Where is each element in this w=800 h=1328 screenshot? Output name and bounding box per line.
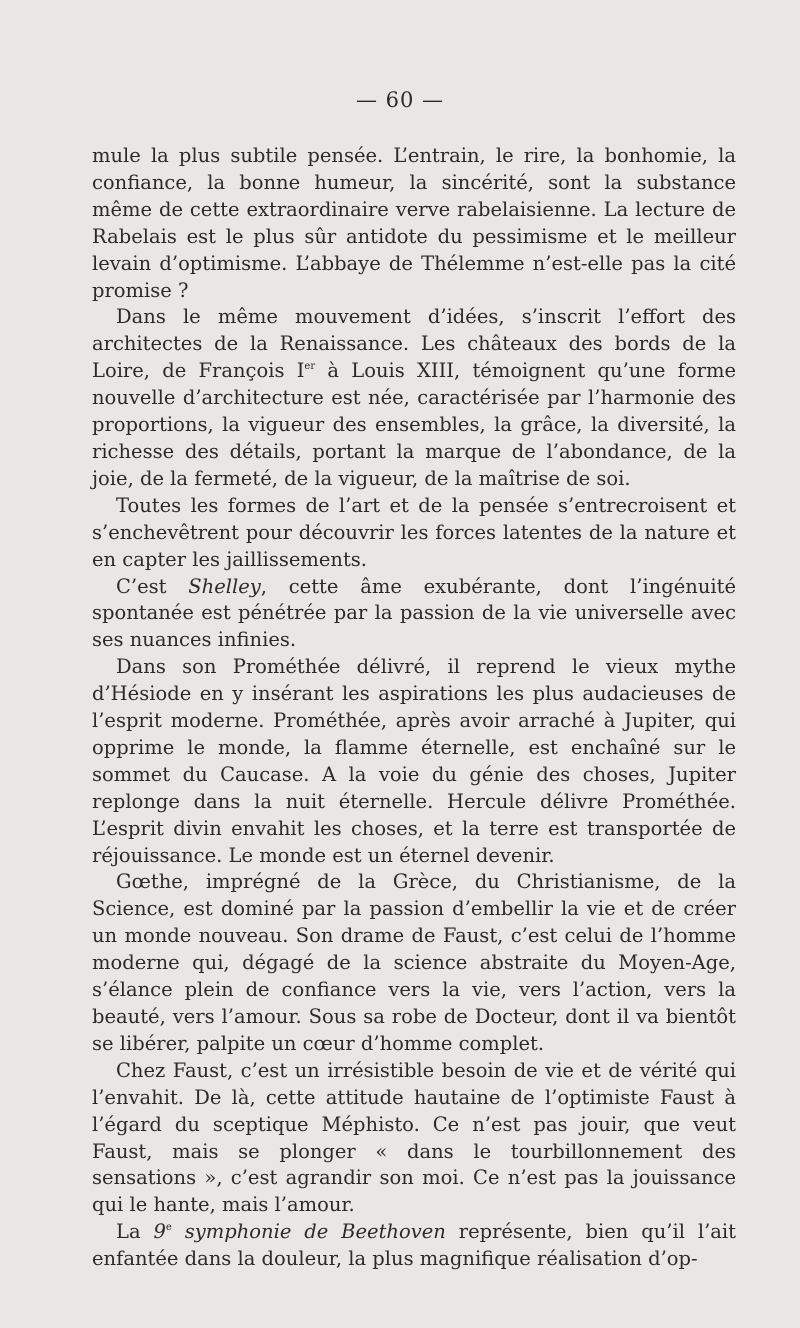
italic-title: symphonie de Beethoven	[171, 1220, 446, 1244]
body-text	[92, 143, 736, 1273]
italic-number: 9	[153, 1220, 166, 1244]
paragraph-text: , cette âme exubérante, dont l’ingénuité spontanée est pénétrée par la passion de la vie universelle avec ses nuances infinies.	[92, 574, 736, 652]
superscript: er	[304, 361, 316, 373]
paragraph: mule la plus subtile pensée. L’entrain, le rire, la bonhomie, la confiance, la bonne humeur, la sincérité, sont la substance même de cette extraordinaire verve rabelaisienne. La lecture de Rabelais est le plus sûr antidote du pessimisme et le meilleur levain d’optimisme. L’abbaye de Thélemme n’est-elle pas la cité promise ?	[92, 144, 736, 302]
page-number: — 60 —	[355, 88, 445, 112]
paragraph: Toutes les formes de l’art et de la pensée s’entrecroisent et s’enchevêtrent pour découvrir les forces latentes de la nature et en capter les jaillissements.	[92, 493, 736, 571]
superscript: e	[165, 1222, 172, 1234]
paragraph	[92, 574, 736, 655]
paragraph-text: Dans le même mouvement d’idées, s’inscrit l’effort des architectes de la Renaissance. Les châteaux des bords de la Loire, de François I	[92, 305, 736, 383]
paragraph: Dans son Prométhée délivré, il reprend le vieux mythe d’Hésiode en y insérant les aspirations les plus audacieuses de l’esprit moderne. Prométhée, après avoir arraché à Jupiter, qui opprime le monde, la flamme éternelle, est enchaîné sur le sommet du Caucase. A la voie du génie des choses, Jupiter replonge dans la nuit éternelle. Hercule délivre Prométhée. L’esprit divin envahit les choses, et la terre est transportée de réjouissance. Le monde est un éternel devenir.	[92, 655, 736, 867]
italic-name: Shelley	[188, 574, 261, 598]
paragraph-text: à Louis XIII, témoignent qu’une forme nouvelle d’architecture est née, caractérisée par l’harmonie des proportions, la vigueur des ensembles, la grâce, la diversité, la richesse des détails, portant la marque de l’abondance, de la joie, de la fermeté, de la vigueur, de la maîtrise de soi.	[92, 359, 736, 490]
paragraph	[92, 304, 736, 492]
paragraph-text: représente, bien qu’il l’ait enfantée dans la douleur, la plus magnifique réalisation d’op-	[92, 1220, 736, 1271]
paragraph: Gœthe, imprégné de la Grèce, du Christianisme, de la Science, est dominé par la passion d’embellir la vie et de créer un monde nouveau. Son drame de Faust, c’est celui de l’homme moderne qui, dégagé de la science abstraite du Moyen-Age, s’élance plein de confiance vers la vie, vers l’action, vers la beauté, vers l’amour. Sous sa robe de Docteur, dont il va bientôt se libérer, palpite un cœur d’homme complet.	[92, 870, 736, 1055]
paragraph-text: La	[116, 1220, 154, 1244]
paragraph: Chez Faust, c’est un irrésistible besoin de vie et de vérité qui l’envahit. De là, cette attitude hautaine de l’optimiste Faust à l’égard du sceptique Méphisto. Ce n’est pas jouir, que veut Faust, mais se plonger « dans le tourbillonnement des sensations », c’est agrandir son moi. Ce n’est pas la jouissance qui le hante, mais l’amour.	[92, 1058, 736, 1217]
paragraph	[92, 1219, 736, 1273]
paragraph-text: C’est	[116, 574, 189, 598]
